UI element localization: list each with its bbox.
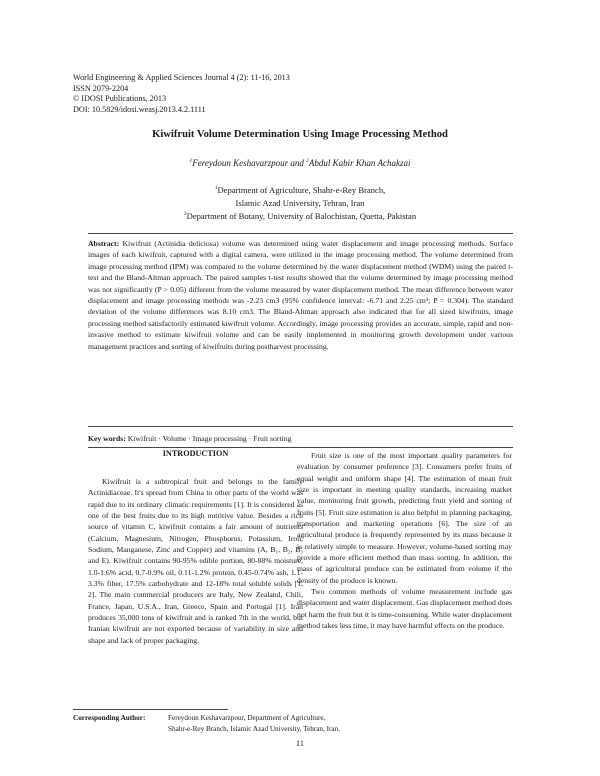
corresponding-author-footnote — [73, 713, 340, 734]
issn: ISSN 2079-2204 — [73, 83, 129, 93]
affil2-superscript: 2 — [183, 211, 187, 218]
footnote-line2: Shahr-e-Rey Branch, Islamic Azad University, Tehran, Iran. — [168, 724, 340, 733]
abstract-top-rule — [88, 233, 513, 234]
abstract — [88, 238, 513, 352]
affil1-line2: Islamic Azad University, Tehran, Iran — [235, 198, 365, 208]
author2-name: Abdul Kabir Khan Achakzai — [308, 158, 411, 168]
affil1-superscript: 1 — [214, 185, 218, 192]
author-list — [0, 158, 600, 168]
right-column — [297, 438, 512, 632]
abstract-text: Kiwifruit (Actinidia deliciosa) volume was determined using water displacement and image processing methods. Surface images of each kiwifruit, captured with a digital camera, were utilized in the image processing method. The volume determined from image processing method (IPM) was compared to the volume determined by the water displacement method (WDM) using the paired t-test and the Bland-Altman approach. The paired samples t-test results showed that the volume determined by image processing method was not significantly (P > 0.05) different from the volume measured by water displacement method. The mean difference between water displacement and image processing methods was -2.23 cm3 (95% confidence interval: -6.71 and 2.25 cm³; P = 0.304). The standard deviation of the volume differences was 8.10 cm3. The Bland-Altman approach also indicated that for all sized kiwifruits, image processing method satisfactorily estimated kiwifruit volume. Accordingly, image processing provides an accurate, simple, rapid and non-invasive method to estimate kiwifruit volume and can be easily implemented in monitoring growth development under various management practices and sorting of kiwifruits during postharvest processing. — [88, 239, 513, 351]
affil1-line1: Department of Agriculture, Shahr-e-Rey Branch, — [217, 185, 386, 195]
affiliations — [0, 184, 600, 223]
keywords-top-rule — [88, 426, 513, 427]
keywords-text: Kiwifruit · Volume · Image processing · Fruit sorting — [127, 434, 292, 443]
footnote-line1: Fereydoun Keshavarzpour, Department of Agriculture, — [168, 714, 326, 722]
footnote-label: Corresponding Author: — [73, 714, 146, 722]
author1-name: Fereydoun Keshavarzpour and — [192, 158, 307, 168]
author1-superscript: 1 — [189, 158, 193, 164]
footnote-rule — [73, 709, 228, 710]
doi: DOI: 10.5829/idosi.weasj.2013.4.2.1111 — [73, 104, 206, 114]
intro-paragraph-2: Fruit size is one of the most important quality parameters for evaluation by consumer preference [3]. Consumers prefer fruits of equal weight and uniform shape [4]. The estimation of mean fruit size is important in meeting quality standards, increasing market value, monitoring fruit growth, predicting fruit yield and sorting of fruits [5]. Fruit size estimation is also helpful in planning packaging, transportation and marketing operations [6]. The size of an agricultural produce is frequently represented by its mass because it is relatively simple to measure. However, volume-based sorting may provide a more efficient method than mass sorting. In addition, the mass of agricultural produce can be estimated from volume if the density of the produce is known. — [297, 451, 512, 585]
author2-superscript: 2 — [306, 158, 309, 164]
affil2-text: Department of Botany, University of Balochistan, Quetta, Pakistan — [186, 211, 417, 221]
paper-title: Kiwifruit Volume Determination Using Image Processing Method — [152, 129, 448, 140]
copyright: © IDOSI Publications, 2013 — [73, 94, 167, 104]
introduction-heading: INTRODUCTION — [162, 449, 229, 458]
journal-citation: World Engineering & Applied Sciences Journal 4 (2): 11-16, 2013 — [73, 73, 290, 82]
page-number: 11 — [296, 739, 304, 748]
intro-paragraph-1: Kiwifruit is a subtropical fruit and belongs to the family Actinidiaceae. It's spread from China to other parts of the world was rapid due to its ordinary climatic requirements [1]. It is considered as one of the best fruits due to its high nutritive value. Besides a rich source of vitamin C, kiwifruit contains a fair amount of nutrients (Calcium, Magnesium, Nitrogen, Phosphorus, Potassium, Iron, Sodium, Manganese, Zinc and Copper) and vitamins (A, B₁, B₂, B₃ and E). Kiwifruit contains 90-95% edible portion, 80-88% moisture, 1.0-1.6% acid, 0.7-0.9% oil, 0.11-1.2% protein, 0.45-0.74% ash, 1.1-3.3% fiber, 17.5% carbohydrate and 12-18% total soluble solids [1, 2]. The main commercial producers are Italy, New Zealand, Chili, France, Japan, U.S.A., Iran, Greece, Spain and Portugal [1]. Iran produces 35,000 tons of kiwifruit and is ranked 7th in the world, but Iranian kiwifruit are not exported because of variability in size and shape and lack of proper packaging. — [88, 477, 303, 645]
abstract-label: Abstract: — [88, 239, 120, 248]
journal-header — [73, 73, 290, 115]
keywords-label: Key words: — [88, 434, 126, 443]
left-column — [88, 438, 303, 646]
intro-paragraph-3: Two common methods of volume measurement include gas displacement and water displacement. Gas displacement method does not harm the fruit but it is time-consuming. While water displacement method takes less time, it may have harmful effects on the produce. — [297, 587, 512, 631]
